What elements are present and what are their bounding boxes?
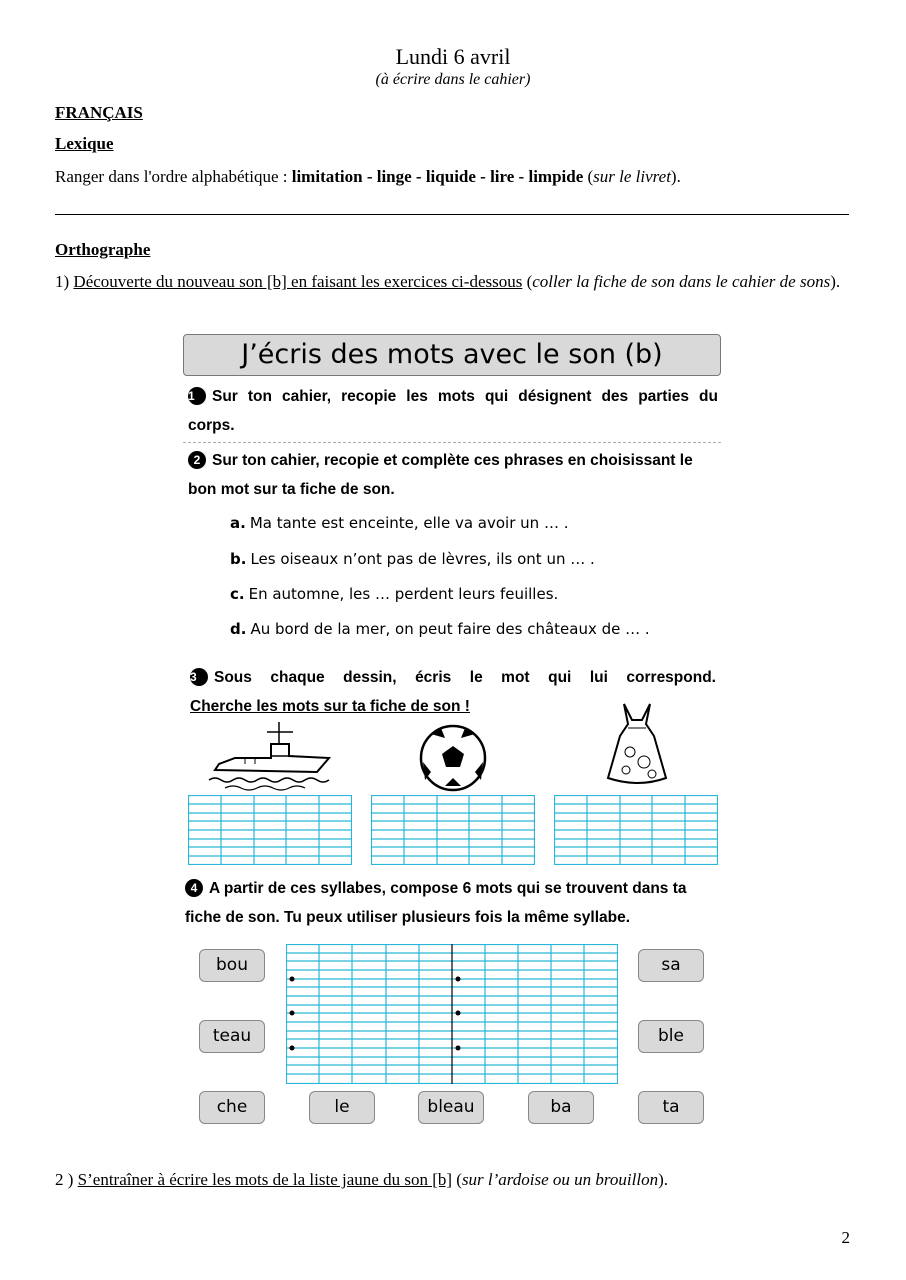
- syllable-card: ta: [638, 1091, 704, 1124]
- exercise-3-hint: Cherche les mots sur ta fiche de son !: [190, 698, 470, 715]
- exercise-divider: [183, 442, 721, 443]
- syllable-card: ba: [528, 1091, 594, 1124]
- number-badge: 4: [185, 879, 203, 897]
- page-title: Lundi 6 avril: [395, 44, 511, 69]
- writing-grid: [188, 795, 352, 865]
- writing-grid-large: [286, 944, 618, 1084]
- writing-grid: [371, 795, 535, 865]
- ball-drawing: [419, 724, 487, 792]
- boat-drawing: [205, 718, 335, 792]
- syllable-card: ble: [638, 1020, 704, 1053]
- subsection-heading-orthographe: Orthographe: [55, 240, 151, 259]
- exercise-2: 2 Sur ton cahier, recopie et complète ces phrases en choisissant le bon mot sur ta fiche de son.: [188, 452, 693, 498]
- syllable-card: bleau: [418, 1091, 484, 1124]
- syllable-card: le: [309, 1091, 375, 1124]
- syllable-card: che: [199, 1091, 265, 1124]
- dress-drawing: [602, 700, 672, 788]
- page-number: 2: [841, 1228, 850, 1247]
- subsection-heading-lexique: Lexique: [55, 134, 114, 153]
- number-badge: 1: [188, 387, 206, 405]
- section-heading-francais: FRANÇAIS: [55, 103, 143, 122]
- exercise-4: 4 A partir de ces syllabes, compose 6 mots qui se trouvent dans ta fiche de son. Tu peux utiliser plusieurs fois la même syllabe.: [185, 880, 687, 926]
- writing-grid: [554, 795, 718, 865]
- syllable-card: teau: [199, 1020, 265, 1053]
- sentence-d: d. Au bord de la mer, on peut faire des châteaux de … .: [230, 620, 650, 638]
- worksheet-title: J’écris des mots avec le son (b): [183, 334, 721, 376]
- exercise-3: 3 Sous chaque dessin, écris le mot qui lui correspond.: [190, 669, 716, 686]
- sentence-b: b. Les oiseaux n’ont pas de lèvres, ils ont un … .: [230, 550, 595, 568]
- orthographe-item-1: 1) Découverte du nouveau son [b] en faisant les exercices ci-dessous (coller la fiche de son dans le cahier de sons).: [55, 272, 841, 291]
- sentence-a: a. Ma tante est enceinte, elle va avoir un … .: [230, 514, 569, 532]
- section-divider: [55, 214, 849, 215]
- syllable-card: bou: [199, 949, 265, 982]
- number-badge: 2: [188, 451, 206, 469]
- lexique-instruction: Ranger dans l'ordre alphabétique : limitation - linge - liquide - lire - limpide (sur le livret).: [55, 167, 681, 186]
- syllable-card: sa: [638, 949, 704, 982]
- exercise-1: 1 Sur ton cahier, recopie les mots qui désignent des parties du corps.: [188, 388, 718, 434]
- orthographe-item-2: 2 ) S’entraîner à écrire les mots de la liste jaune du son [b] (sur l’ardoise ou un brouillon).: [55, 1170, 668, 1189]
- sentence-c: c. En automne, les … perdent leurs feuilles.: [230, 585, 559, 603]
- number-badge: 3: [190, 668, 208, 686]
- page-subtitle: (à écrire dans le cahier): [375, 71, 531, 88]
